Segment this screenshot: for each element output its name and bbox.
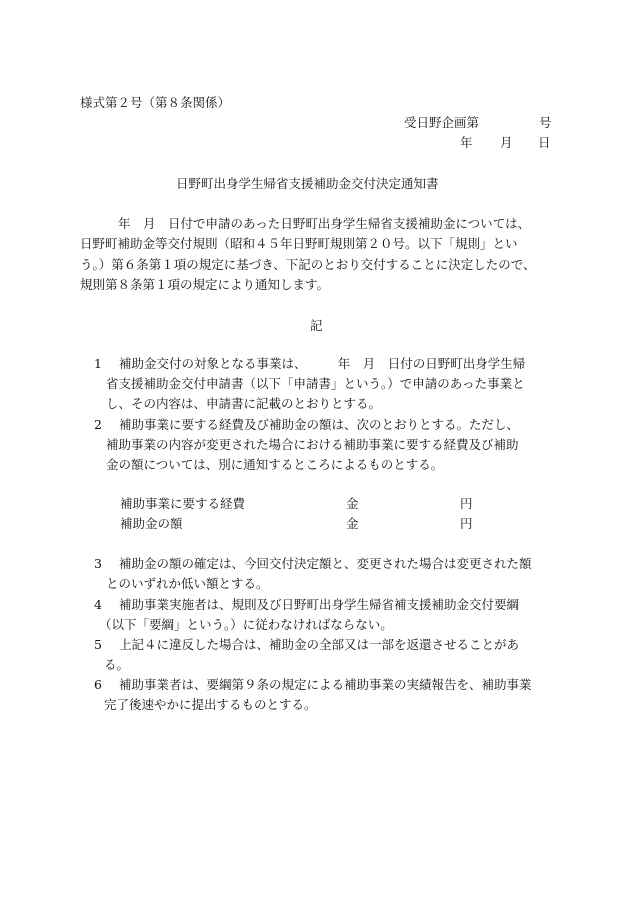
body-line: う。）第６条第１項の規定に基づき、下記のとおり交付することに決定したので、 [80,257,536,272]
amount-unit: 円 [460,496,473,511]
item-line: 金の額については、別に通知するところによるものとする。 [106,457,444,472]
amount-label: 補助事業に要する経費 [120,496,246,511]
receipt-number-suffix: 号 [539,115,552,130]
item-number: 4 [94,597,102,612]
amount-prefix: 金 [346,516,359,531]
form-label: 様式第２号（第８条関係） [80,95,231,110]
body-line: 日野町補助金等交付規則（昭和４５年日野町規則第２０号。以下「規則」とい [80,236,518,251]
item-line: し、その内容は、申請書に記載のとおりとする。 [106,396,382,411]
amount-unit: 円 [460,516,473,531]
date-month: 月 [500,135,513,150]
item-line: る。 [104,657,130,672]
item-line: 補助事業の内容が変更された場合における補助事業に要する経費及び補助 [106,437,519,452]
body-line: 年 月 日付で申請のあった日野町出身学生帰省支援補助金については、 [118,216,531,231]
body-line: 規則第８条第１項の規定により通知します。 [80,277,330,292]
item-line: 補助事業実施者は、規則及び日野町出身学生帰省補支援補助金交付要綱 [119,597,520,612]
amount-prefix: 金 [346,496,359,511]
receipt-number-prefix: 受日野企画第 [404,115,480,130]
item-line: 完了後速やかに提出するものとする。 [104,697,317,712]
item-line: （以下「要綱」という。）に従わなければならない。 [99,617,393,632]
amount-label: 補助金の額 [120,516,183,531]
item-line: 省支援補助金交付申請書（以下「申請書」という。）で申請のあった事業と [106,376,525,391]
document-title: 日野町出身学生帰省支援補助金交付決定通知書 [176,176,439,191]
item-number: 6 [94,677,102,692]
item-number: 1 [94,356,102,371]
item-number: 3 [94,556,102,571]
item-line: 補助事業に要する経費及び補助金の額は、次のとおりとする。ただし、 [119,417,520,432]
item-line: 補助事業者は、要綱第９条の規定による補助事業の実績報告を、補助事業 [119,677,532,692]
item-number: 5 [94,637,102,652]
date-day: 日 [538,135,551,150]
item-line: 補助金交付の対象となる事業は、 年 月 日付の日野町出身学生帰 [119,356,526,371]
item-number: 2 [94,417,102,432]
ki-label: 記 [310,318,323,333]
item-line: とのいずれか低い額とする。 [106,576,269,591]
date-year: 年 [460,135,473,150]
item-line: 補助金の額の確定は、今回交付決定額と、変更された場合は変更された額 [119,556,532,571]
item-line: 上記４に違反した場合は、補助金の全部又は一部を返還させることがあ [119,637,520,652]
